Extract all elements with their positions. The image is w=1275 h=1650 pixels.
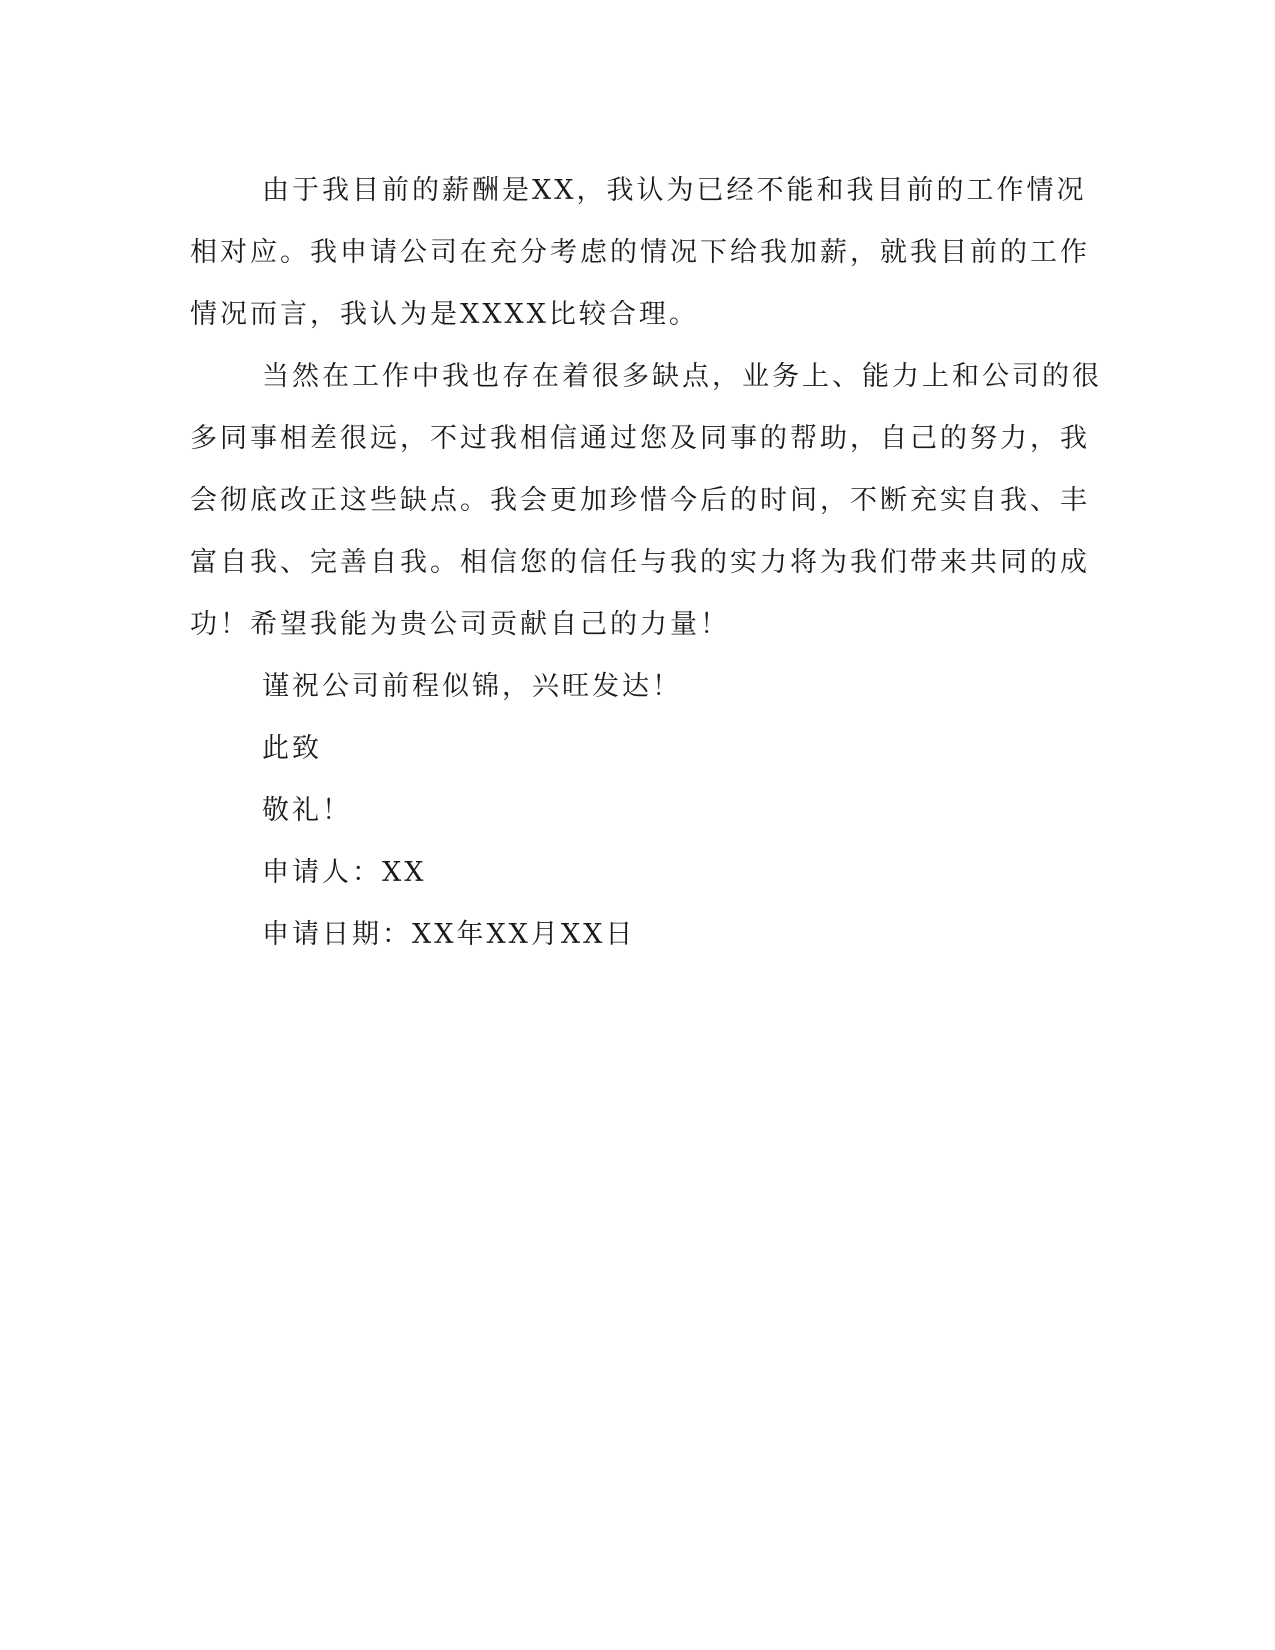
paragraph-line: 情况而言，我认为是XXXX比较合理。 — [190, 299, 699, 330]
applicant-name: 申请人：XX — [262, 857, 427, 888]
paragraph-line: 会彻底改正这些缺点。我会更加珍惜今后的时间，不断充实自我、丰 — [190, 485, 1090, 516]
letter-body — [190, 160, 1102, 966]
salutation-jingli: 敬礼！ — [262, 795, 352, 826]
paragraph-salary — [190, 160, 1090, 346]
paragraph-line: 当然在工作中我也存在着很多缺点，业务上、能力上和公司的很 — [262, 361, 1102, 392]
paragraph-line: 由于我目前的薪酬是XX，我认为已经不能和我目前的工作情况 — [262, 175, 1087, 206]
paragraph-line: 功！希望我能为贵公司贡献自己的力量！ — [190, 609, 730, 640]
paragraph-line: 多同事相差很远，不过我相信通过您及同事的帮助，自己的努力，我 — [190, 423, 1090, 454]
paragraph-line: 富自我、完善自我。相信您的信任与我的实力将为我们带来共同的成 — [190, 547, 1090, 578]
paragraph-commitment — [190, 346, 1102, 656]
blessing-line: 谨祝公司前程似锦，兴旺发达！ — [262, 671, 682, 702]
salutation-cizhi: 此致 — [262, 733, 322, 764]
paragraph-line: 相对应。我申请公司在充分考虑的情况下给我加薪，就我目前的工作 — [190, 237, 1090, 268]
application-date: 申请日期：XX年XX月XX日 — [262, 919, 636, 950]
